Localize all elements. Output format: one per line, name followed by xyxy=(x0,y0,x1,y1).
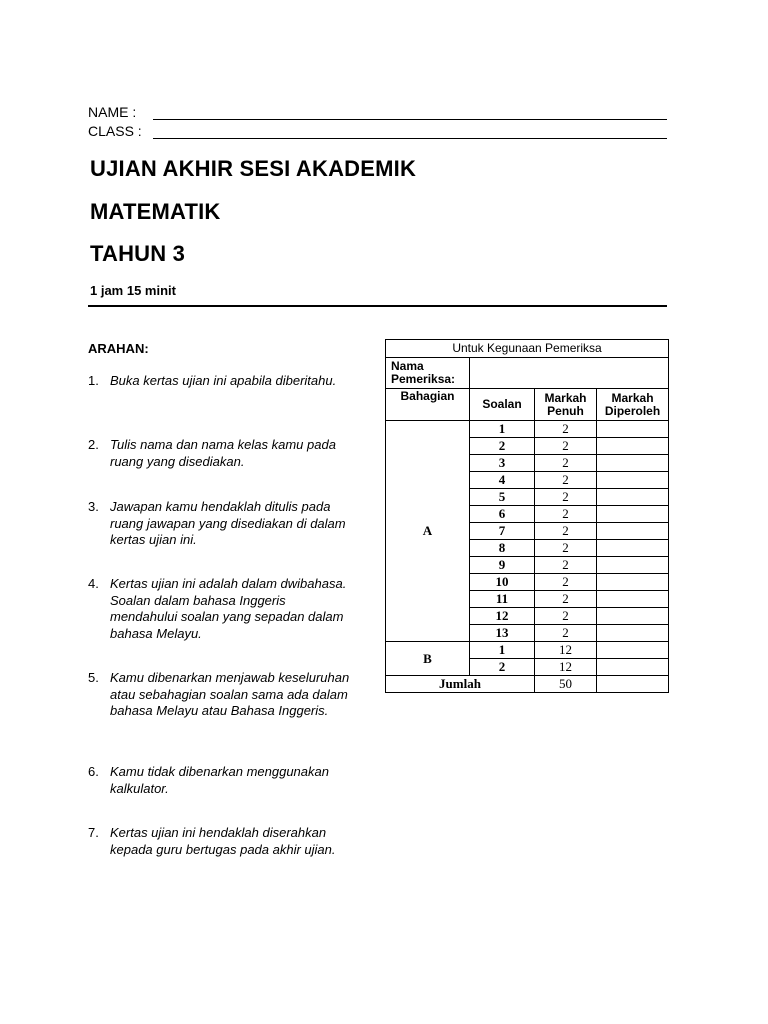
instruction-number: 6. xyxy=(88,764,99,779)
marks-obtained-cell[interactable] xyxy=(597,523,669,540)
question-number: 10 xyxy=(470,574,535,591)
instruction-text: Kertas ujian ini hendaklah diserahkan kepada guru bertugas pada akhir ujian. xyxy=(110,825,336,857)
header-marks-obtained: Markah Diperoleh xyxy=(597,389,669,421)
instruction-text: Buka kertas ujian ini apabila diberitahu. xyxy=(110,373,337,388)
full-marks-value: 2 xyxy=(535,625,597,642)
question-number: 12 xyxy=(470,608,535,625)
full-marks-value: 2 xyxy=(535,472,597,489)
class-field-line[interactable] xyxy=(153,138,667,139)
marks-obtained-cell[interactable] xyxy=(597,625,669,642)
marks-obtained-cell[interactable] xyxy=(597,540,669,557)
marks-obtained-cell[interactable] xyxy=(597,591,669,608)
question-number: 13 xyxy=(470,625,535,642)
instruction-number: 1. xyxy=(88,373,99,388)
marks-obtained-cell[interactable] xyxy=(597,642,669,659)
class-row xyxy=(88,122,667,140)
instruction-text: Tulis nama dan nama kelas kamu pada ruang yang disediakan. xyxy=(110,437,336,469)
full-marks-value: 2 xyxy=(535,591,597,608)
subject-title: MATEMATIK xyxy=(90,199,221,224)
question-number: 8 xyxy=(470,540,535,557)
examiner-name-field[interactable] xyxy=(470,358,669,389)
marks-obtained-cell[interactable] xyxy=(597,489,669,506)
header-question: Soalan xyxy=(470,389,535,421)
header-full-marks: Markah Penuh xyxy=(535,389,597,421)
full-marks-value: 2 xyxy=(535,455,597,472)
instruction-number: 4. xyxy=(88,576,99,591)
question-number: 9 xyxy=(470,557,535,574)
table-title: Untuk Kegunaan Pemeriksa xyxy=(386,340,669,358)
question-number: 1 xyxy=(470,642,535,659)
total-marks-obtained-cell[interactable] xyxy=(597,676,669,693)
full-marks-value: 2 xyxy=(535,506,597,523)
examiner-name-label: Nama Pemeriksa: xyxy=(386,358,470,389)
full-marks-value: 2 xyxy=(535,421,597,438)
marks-obtained-cell[interactable] xyxy=(597,608,669,625)
exam-title: UJIAN AKHIR SESI AKADEMIK xyxy=(90,156,417,181)
year-title: TAHUN 3 xyxy=(90,241,186,266)
question-number: 3 xyxy=(470,455,535,472)
name-label: NAME : xyxy=(88,104,137,120)
total-full-marks: 50 xyxy=(535,676,597,693)
full-marks-value: 2 xyxy=(535,489,597,506)
instruction-text: Kamu tidak dibenarkan menggunakan kalkulator. xyxy=(110,764,329,796)
name-field-line[interactable] xyxy=(153,119,667,120)
instruction-text: Kertas ujian ini adalah dalam dwibahasa. Soalan dalam bahasa Inggeris mendahului soalan yang sepadan dalam bahasa Melayu. xyxy=(110,576,347,641)
question-number: 11 xyxy=(470,591,535,608)
question-number: 6 xyxy=(470,506,535,523)
instruction-text: Jawapan kamu hendaklah ditulis pada ruang jawapan yang disediakan di dalam kertas ujian ini. xyxy=(110,499,346,547)
instruction-number: 2. xyxy=(88,437,99,452)
marks-obtained-cell[interactable] xyxy=(597,438,669,455)
instruction-number: 5. xyxy=(88,670,99,685)
duration-text: 1 jam 15 minit xyxy=(90,283,176,298)
instruction-text: Kamu dibenarkan menjawab keseluruhan atau sebahagian soalan sama ada dalam bahasa Melayu atau Bahasa Inggeris. xyxy=(110,670,350,718)
marks-obtained-cell[interactable] xyxy=(597,421,669,438)
marks-obtained-cell[interactable] xyxy=(597,455,669,472)
class-label: CLASS : xyxy=(88,123,142,139)
question-number: 2 xyxy=(470,438,535,455)
instruction-number: 3. xyxy=(88,499,99,514)
full-marks-value: 12 xyxy=(535,659,597,676)
full-marks-value: 2 xyxy=(535,438,597,455)
question-number: 1 xyxy=(470,421,535,438)
instructions-heading: ARAHAN: xyxy=(88,341,149,356)
header-section: Bahagian xyxy=(386,389,470,421)
question-number: 2 xyxy=(470,659,535,676)
marks-obtained-cell[interactable] xyxy=(597,557,669,574)
full-marks-value: 12 xyxy=(535,642,597,659)
total-label: Jumlah xyxy=(386,676,535,693)
full-marks-value: 2 xyxy=(535,523,597,540)
section-b-label: B xyxy=(386,642,470,676)
marks-obtained-cell[interactable] xyxy=(597,574,669,591)
full-marks-value: 2 xyxy=(535,540,597,557)
marks-obtained-cell[interactable] xyxy=(597,659,669,676)
instruction-number: 7. xyxy=(88,825,99,840)
full-marks-value: 2 xyxy=(535,608,597,625)
question-number: 5 xyxy=(470,489,535,506)
name-row xyxy=(88,103,667,121)
examiner-table xyxy=(385,339,669,693)
full-marks-value: 2 xyxy=(535,574,597,591)
marks-obtained-cell[interactable] xyxy=(597,472,669,489)
title-divider xyxy=(88,305,667,307)
question-number: 7 xyxy=(470,523,535,540)
full-marks-value: 2 xyxy=(535,557,597,574)
question-number: 4 xyxy=(470,472,535,489)
section-a-label: A xyxy=(386,421,470,642)
marks-obtained-cell[interactable] xyxy=(597,506,669,523)
